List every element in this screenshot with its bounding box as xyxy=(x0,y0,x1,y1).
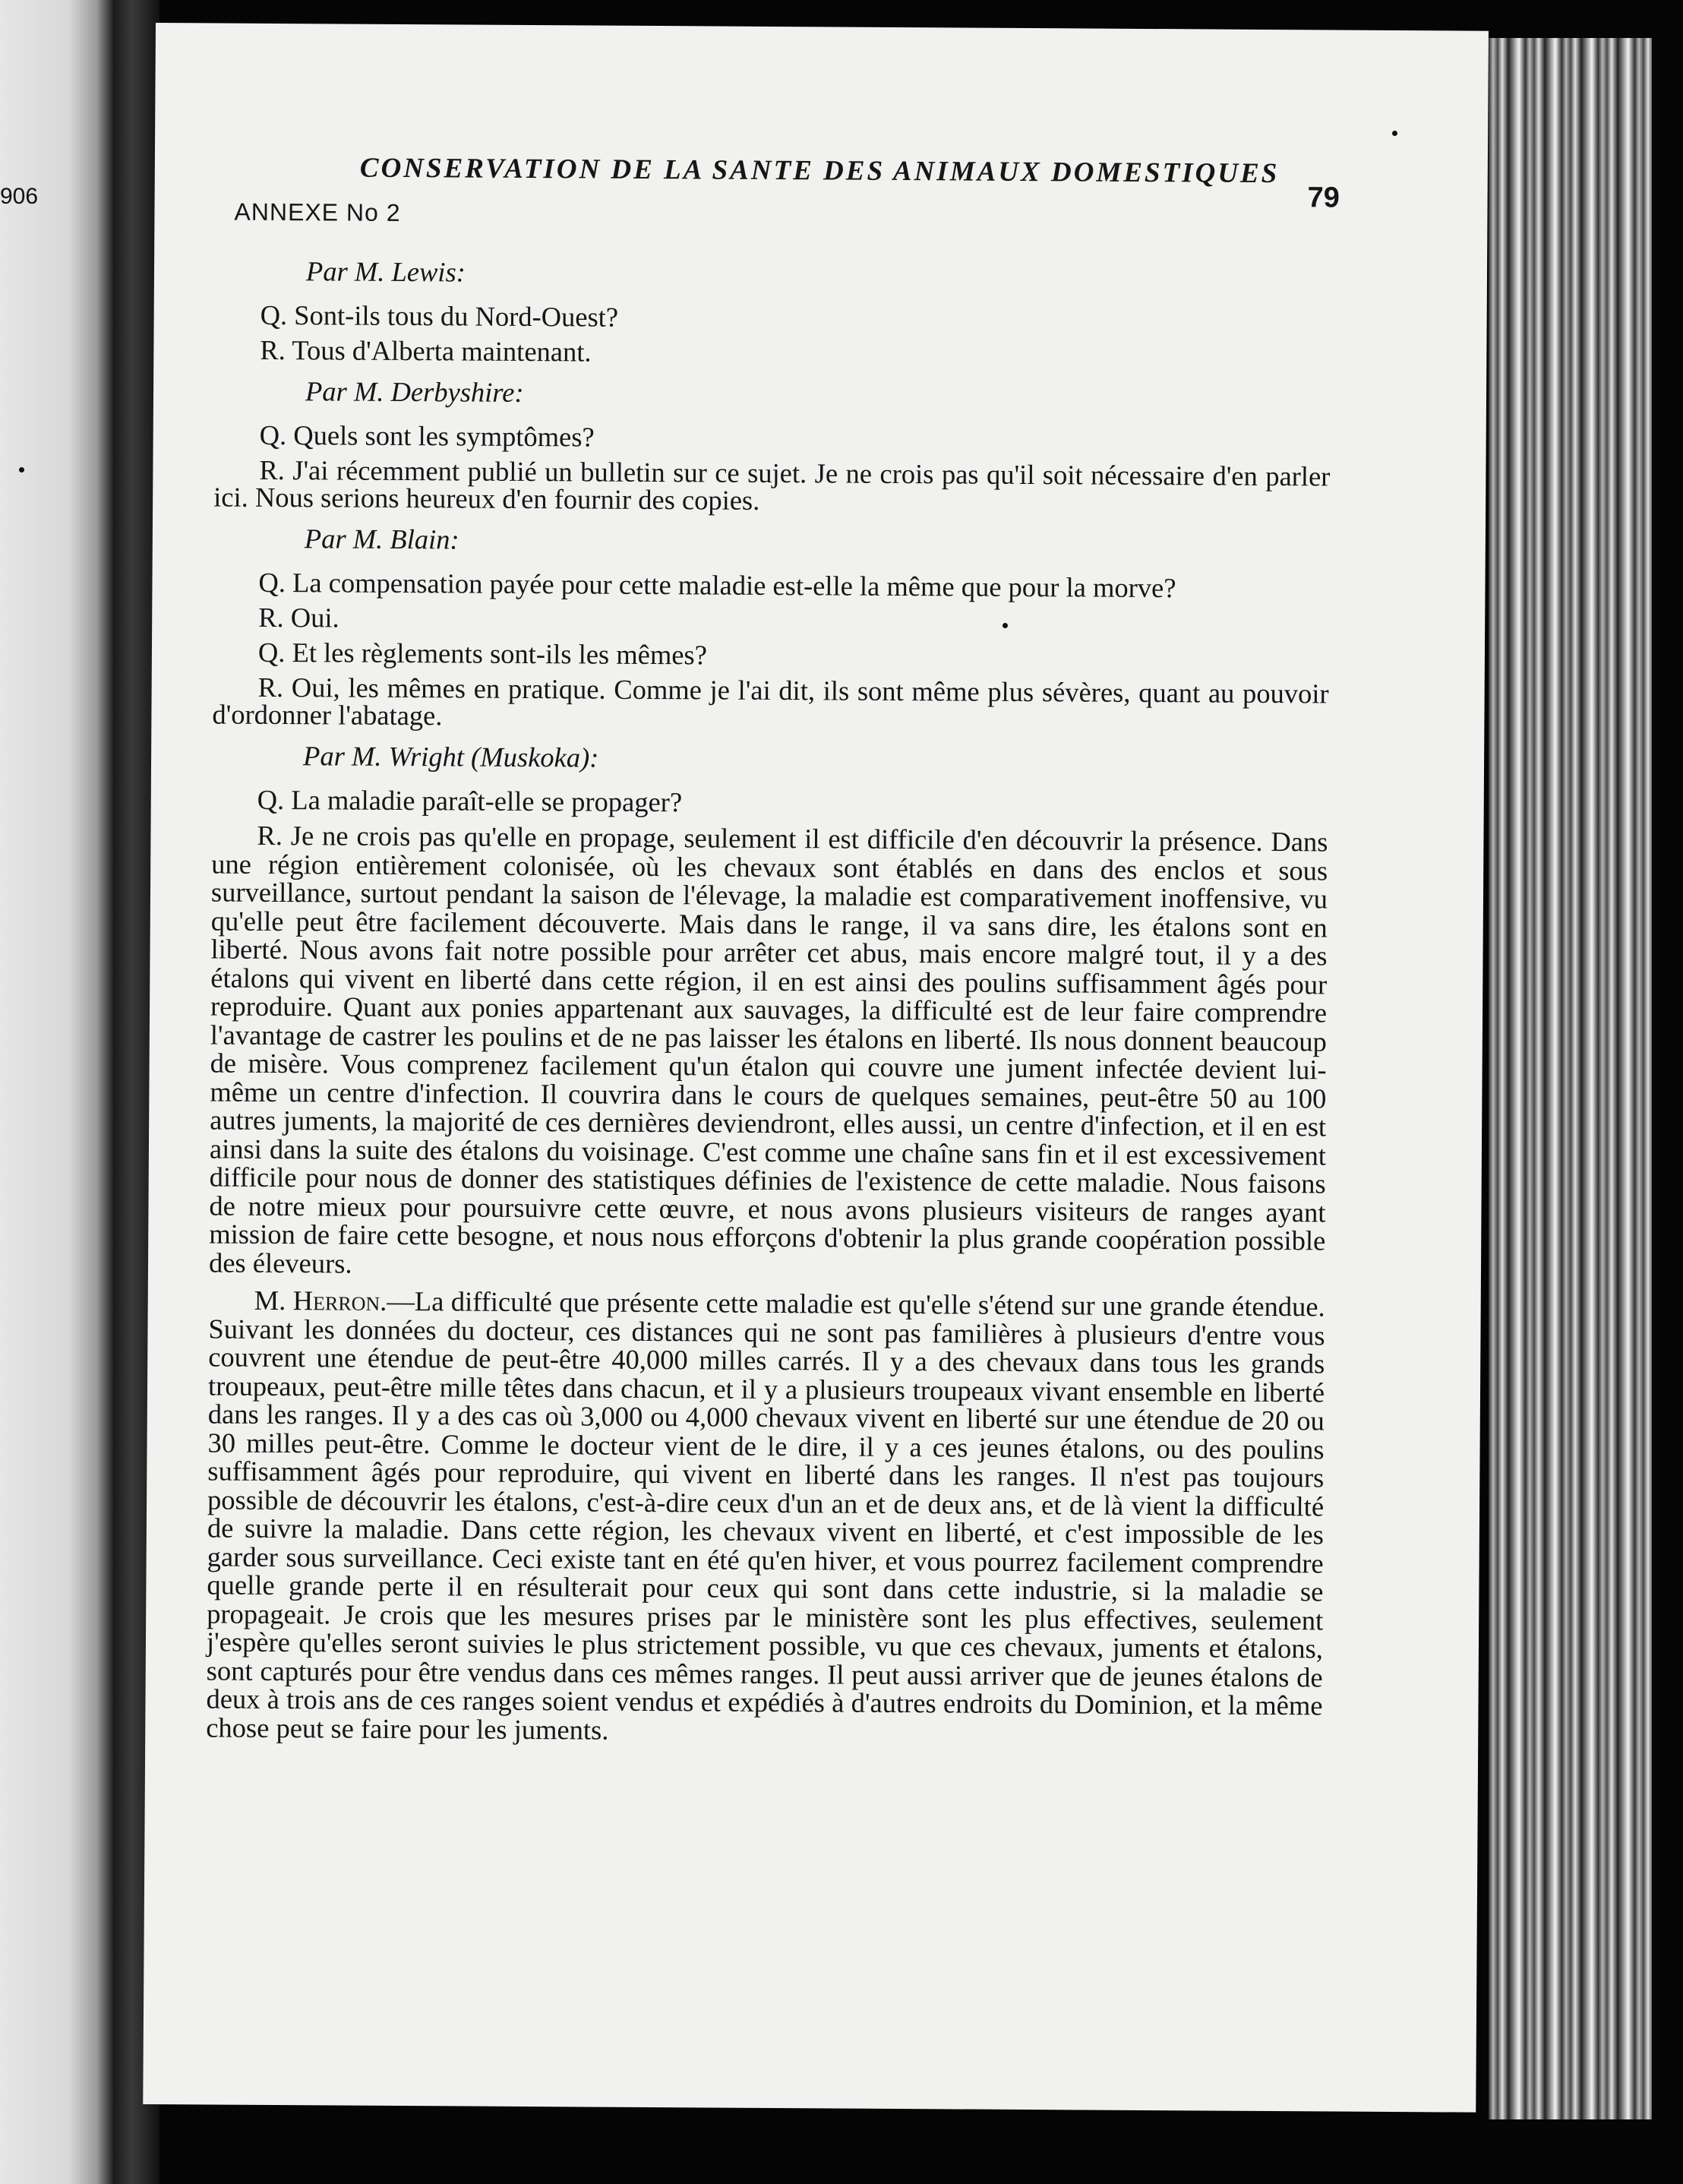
annex-label: ANNEXE No 2 xyxy=(234,198,401,226)
question-line: Q. La maladie paraît-elle se propager? xyxy=(257,783,683,818)
herron-text: —La difficulté que présente cette maladie est qu'elle s'étend sur une grande étendue. Suivant les données du docteur, ces distances qui ne sont pas familières à plusieurs d'entre vous couvrent une étendue de peut-être 40,000 milles carrés. Il y a des chevaux dans tous les grands troupeaux, peut-être mille têtes dans chacun, et il y a plusieurs troupeaux vivant ensemble en liberté dans les ranges. Il y a des cas où 3,000 ou 4,000 chevaux vivent en liberté sur une étendue de 20 ou 30 milles peut-être. Comme le docteur vient de le dire, il y a ces jeunes étalons, ou des poulins suffisamment âgés pour reproduire, qui vivent en liberté dans les ranges. Il n'est pas toujours possible de découvrir les étalons, c'est-à-dire ceux d'un an et de deux ans, et de là vient la difficulté de suivre la maladie. Dans cette région, les chevaux vivent en liberté, et c'est impossible de les garder sous surveillance. Ceci existe tant en été qu'en hiver, et vous pourrez facilement comprendre quelle grande perte il en résulterait pour ceux qui sont dans cette industrie, si la maladie se propageait. Je crois que les mesures prises par le ministère sont les plus effectives, seulement j'espère qu'elles seront suivies le plus strictement possible, vu que ces chevaux, juments et étalons, sont capturés pour être vendus dans ces mêmes ranges. Il peut aussi arriver que de jeunes étalons de deux à trois ans de ces ranges soient vendus et expédiés à d'autres endroits du Dominion, et la même chose peut se faire pour les juments. xyxy=(206,1285,1325,1746)
document-page xyxy=(143,23,1489,2113)
previous-page-number: 906 xyxy=(0,184,39,209)
answer-paragraph: R. Je ne crois pas qu'elle en propage, seulement il est difficile d'en découvrir la présence. Dans une région entièrement colonisée, où les chevaux sont établés en dans des enclos et sous surveillance, surtout pendant la saison de l'élevage, la maladie est comparativement inoffensive, vu qu'elle peut être facilement découverte. Mais dans le range, il va sans dire, les étalons sont en liberté. Nous avons fait notre possible pour arrêter cet abus, mais encore malgré tout, il y a des étalons qui vivent en liberté dans cette région, il en est ainsi des poulins suffisamment âgés pour reproduire. Quant aux ponies appartenant aux sauvages, la difficulté est de leur faire comprendre l'avantage de castrer les poulins et de ne pas laisser les étalons en liberté. Ils nous donnent beaucoup de misère. Vous comprenez facilement qu'un étalon qui couvre une jument infectée devient lui-même un centre d'infection. Il couvrira dans le cours de quelques semaines, peut-être 50 au 100 autres juments, la majorité de ces dernières deviendront, elles aussi, un centre d'infection, et il en est ainsi dans la suite des étalons du voisinage. C'est comme une chaîne sans fin et il est excessivement difficile pour nous de donner des statistiques définies de l'existence de cette maladie. Nous faisons de notre mieux pour poursuivre cette œuvre, et nous avons plusieurs visiteurs de ranges ayant mission de faire cette besogne, et nous nous efforçons d'obtenir la plus grande coopération possible des éleveurs. xyxy=(208,819,1328,1279)
speaker-heading: Par M. Derbyshire: xyxy=(305,375,524,408)
page-stack-edge xyxy=(1489,38,1652,2119)
answer-line: R. J'ai récemment publié un bulletin sur ce sujet. Je ne crois pas qu'il soit nécessaire d'en parler ici. Nous serions heureux d'en fournir des copies. xyxy=(213,454,1331,516)
question-line: Q. Sont-ils tous du Nord-Ouest? xyxy=(260,299,619,333)
speaker-heading: Par M. Lewis: xyxy=(305,255,466,288)
scan-speck xyxy=(19,467,24,473)
speaker-heading: Par M. Wright (Muskoka): xyxy=(302,740,599,773)
answer-line: R. Tous d'Alberta maintenant. xyxy=(260,333,592,368)
speaker-heading: Par M. Blain: xyxy=(304,523,459,555)
scan-speck xyxy=(1392,131,1397,136)
herron-paragraph xyxy=(206,1285,1325,1748)
answer-line: R. Oui. xyxy=(258,601,339,634)
running-head: CONSERVATION DE LA SANTE DES ANIMAUX DOMESTIQUES xyxy=(359,152,1280,190)
page-body xyxy=(206,243,1331,1756)
question-line: Q. La compensation payée pour cette maladie est-elle la même que pour la morve? xyxy=(258,566,1176,604)
answer-line: R. Oui, les mêmes en pratique. Comme je l'ai dit, ils sont même plus sévères, quant au pouvoir d'ordonner l'abatage. xyxy=(212,671,1329,732)
previous-page-strip xyxy=(0,0,114,2184)
scan-speck xyxy=(1003,623,1008,628)
question-line: Q. Et les règlements sont-ils les mêmes? xyxy=(257,636,708,671)
page-number: 79 xyxy=(1307,182,1340,214)
herron-name: M. Herron. xyxy=(254,1284,387,1316)
question-line: Q. Quels sont les symptômes? xyxy=(259,419,595,453)
